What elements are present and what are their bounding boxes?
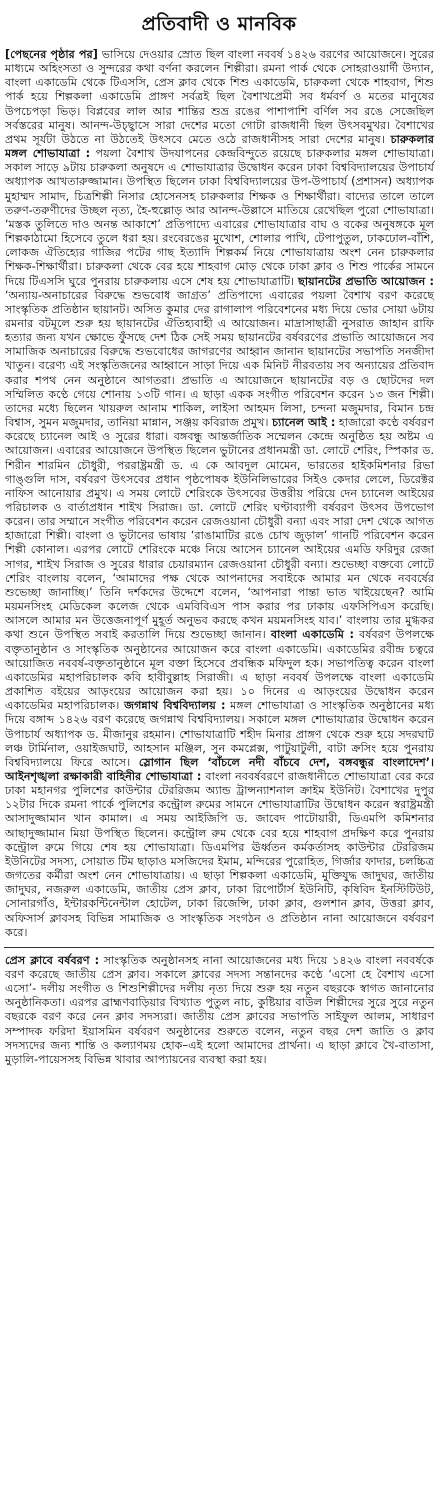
subheading-police-procession: স্লোগান ছিল ‘বাঁচলে নদী বাঁচবে দেশ, বঙ্গবন্ধুর বাংলাদেশ’। আইনশৃঙ্খলা রক্ষাকারী বাহিনীর শোভাযাত্রা :: [5, 755, 434, 783]
body-text: ভাসিয়ে দেওয়ার স্রোত ছিল বাংলা নববর্ষ ১৪২৬ বরণের আয়োজনে। সুরের মাধ্যমে অহিংসতা ও সুন্দরের কথা বর্ণনা করলেন শিল্পীরা। রমনা পার্ক থেকে সোহরাওয়ার্দী উদ্যান, বাংলা একাডেমি থেকে টিএসসি, প্রেস ক্লাব থেকে শিশু একাডেমি, চারুকলা থেকে শাহবাগ, শিশু পার্ক হয়ে শিল্পকলা একাডেমি প্রাঙ্গণ সর্বত্রই ছিল বৈশাখপ্রেমী সব ধর্মবর্ণ ও মতের মানুষের উপচেপড়া ভিড়। বিপ্লবের লাল আর শান্তির শুভ্র রঙের পাশাপাশি বর্ণিল সব রঙে সেজেছিল সর্বস্তরের মানুষ। আনন্দ-উচ্ছ্বাসে সারা দেশের মতো গোটা রাজধানী ছিল উৎসবমুখর। বৈশাখের প্রথম সূর্যটা উঠতে না উঠতেই উৎসবে মেতে ওঠে রাজধানীসহ সারা দেশের মানুষ।: [5, 48, 434, 146]
subheading-charukola: চারুকলার মঙ্গল শোভাযাত্রা :: [5, 132, 434, 161]
body-text: সাংস্কৃতিক অনুষ্ঠানসহ নানা আয়োজনের মধ্য দিয়ে ১৪২৬ বাংলা নববর্ষকে বরণ করেছে জাতীয় প্রেস ক্লাব। সকালে ক্লাবের সদস্য সন্তানদের কণ্ঠে ‘এসো হে বৈশাখ এসো এসো’- দলীয় সংগীত ও শিশুশিল্পীদের দলীয় নৃত্য দিয়ে শুরু হয় নতুন বছরকে স্বাগত জানানোর অনুষ্ঠানিকতা। এরপর ব্রাহ্মণবাড়িয়ার বিখ্যাত পুতুল নাচ, কুষ্টিয়ার বাউল শিল্পীদের সুরে সুরে নতুন বছরকে বরণ করে নেন ক্লাব সদস্যরা। জাতীয় প্রেস ক্লাবের সভাপতি সাইফুল আলম, সাধারণ সম্পাদক ফরিদা ইয়াসমিন বর্ষবরণ অনুষ্ঠানের শুরুতে বলেন, নতুন বছর দেশ জাতি ও ক্লাব সদস্যদের জন্য শান্তি ও কল্যাণময় হোক–এই হলো আমাদের প্রার্থনা। এ ছাড়া ক্লাবে খৈ-বাতাসা, মুড়ালি-পায়েসসহ বিভিন্ন খাবার আপ্যায়নের ব্যবস্থা করা হয়।: [5, 953, 434, 1066]
article-paragraph: [5, 48, 434, 940]
subheading-bangla-academy: বাংলা একাডেমি :: [270, 628, 354, 642]
article-body: [0, 48, 438, 940]
continuation-marker: [পেছনের পৃষ্ঠার পর]: [5, 48, 98, 61]
newspaper-logo: [14, 1494, 58, 1510]
body-text: মঙ্গল শোভাযাত্রা ও সাংস্কৃতিক অনুষ্ঠানের মধ্য দিয়ে বঙ্গাব্দ ১৪২৬ বরণ করেছে জগন্নাথ বিশ্ববিদ্যালয়। সকালে মঙ্গল শোভাযাত্রার উদ্বোধন করেন উপাচার্য অধ্যাপক ড. মীজানুর রহমান। শোভাযাত্রাটি শহীদ মিনার প্রাঙ্গণ থেকে শুরু হয়ে সদরঘাট লঞ্চ টার্মিনাল, ওয়াইজঘাট, আহসান মঞ্জিল, সুন কমপ্লেক্স, পাটুয়াটুলী, বাটা ক্রসিং হয়ে পুনরায় বিশ্ববিদ্যালয়ে ফিরে আসে।: [5, 699, 435, 769]
subheading-channel-i: চ্যানেল আই :: [272, 416, 336, 430]
subheading-press-club: প্রেস ক্লাবে বর্ষবরণ :: [5, 953, 100, 967]
article-title: প্রতিবাদী ও মানবিক: [141, 13, 297, 35]
body-text: ‘অন্যায়-অনাচারের বিরুদ্ধে শুভবোধ জাগ্রত’ প্রতিপাদ্যে এবারের পয়লা বৈশাখ বরণ করেছে সাংস্কৃতিক প্রতিষ্ঠান ছায়ানট। অসিত কুমার দের রাগালাপ পরিবেশনের মধ্য দিয়ে ভোর সোয়া ৬টায় রমনার বটমূলে শুরু হয় ছায়ানটের ঐতিহ্যবাহী এ আয়োজন। মাদ্রাসাছাত্রী নুসরাত জাহান রাফি হত্যার জন্য যখন ক্ষোভে ফুঁসছে দেশ ঠিক সেই সময় ছায়ানটের বর্ষবরণের প্রভাতি আয়োজনে সব সামাজিক অনাচারের বিরুদ্ধে শুভবোধের জাগরণের আহ্বান জানান ছায়ানটের সভাপতি সনজীদা খাতুন। বরেণ্য এই সংস্কৃতিজনের আহ্বানে সাড়া দিয়ে এক মিনিট নীরবতায় সব অন্যায়ের প্রতিবাদ করার শপথ নেন অনুষ্ঠানে আগতরা। প্রভাতি এ আয়োজনে ছায়ানটের বড় ও ছোটদের দল সম্মিলিত কণ্ঠে গেয়ে শোনায় ১৩টি গান। এ ছাড়া একক সংগীত পরিবেশন করেন ১৩ জন শিল্পী। তাদের মধ্যে ছিলেন খায়রুল আনাম শাকিল, লাইসা আহমদ লিসা, চন্দনা মজুমদার, বিমান চন্দ্র বিশ্বাস, সুমন মজুমদার, তানিয়া মান্নান, সঞ্জয় কবিরাজ প্রমুখ।: [5, 288, 434, 430]
body-text: বর্ষবরণ উপলক্ষে বক্তৃতানুষ্ঠান ও সাংস্কৃতিক অনুষ্ঠানের আয়োজন করে বাংলা একাডেমি। একাডেমির রবীন্দ্র চত্বরে আয়োজিত নববর্ষ-বক্তৃতানুষ্ঠানে মূল বক্তা হিসেবে প্রবন্ধিক মফিদুল হক। সভাপতিত্ব করেন বাংলা একাডেমির মহাপরিচালক কবি হাবীবুল্লাহ সিরাজী। এ ছাড়া নববর্ষ উপলক্ষে বাংলা একাডেমি প্রকাশিত বইয়ের আড়ংয়ের আয়োজন করা হয়। ১০ দিনের এ আড়ংয়ের উদ্বোধন করেন একাডেমির মহাপরিচালক।: [5, 628, 435, 713]
body-text: পয়লা বৈশাখ উদযাপনের কেন্দ্রবিন্দুতে রয়েছে চারুকলার মঙ্গল শোভাযাত্রা। সকাল সাড়ে ৯টায় চারুকলা অনুষদে এ শোভাযাত্রার উদ্বোধন করেন ঢাকা বিশ্ববিদ্যালয়ের উপাচার্য অধ্যাপক আখতারুজ্জামান। উপস্থিত ছিলেন ঢাকা বিশ্ববিদ্যালয়ের উপ-উপাচার্য (প্রশাসন) অধ্যাপক মুহাম্মদ সামাদ, চিত্রশিল্পী নিসার হোসেনসহ চারুকলার শিক্ষক ও শিক্ষার্থীরা। বাদ্যের তালে তালে তরুণ-তরুণীদের উচ্ছল নৃত্য, হৈ-হুল্লোড় আর আনন্দ-উল্লাসে মাতিয়ে রেখেছিল পুরো শোভাযাত্রা। ‘মস্তক তুলিতে দাও অনন্ত আকাশে’ প্রতিপাদ্যে এবারের শোভাযাত্রার বাঘ ও বকের অনুষঙ্গকে মূল শিল্পকাঠামো হিসেবে তুলে ধরা হয়। রংবেরঙের মুখোশ, শোলার পাখি, টেপাপুতুল, ঢাকঢোল-বাঁশি, লোকজ ঐতিহ্যের গাজির পটের গাছ ইত্যাদি শিল্পকর্ম নিয়ে শোভাযাত্রায় অংশ নেন চারুকলার শিক্ষক-শিক্ষার্থীরা। চারুকলা থেকে বের হয়ে শাহবাগ মোড় থেকে ঢাকা ক্লাব ও শিশু পার্কের সামনে দিয়ে টিএসসি ঘুরে পুনরায় চারুকলায় এসে শেষ হয় শোভাযাত্রাটি।: [5, 147, 434, 288]
section-divider: [4, 947, 434, 948]
subheading-jagannath: জগন্নাথ বিশ্ববিদ্যালয় :: [124, 699, 226, 713]
subheading-chhayanaut: ছায়ানটের প্রভাতি আয়োজন :: [298, 274, 435, 288]
article-body-press-club: [0, 954, 438, 1067]
body-text: বাংলা নববর্ষবরণে রাজধানীতে শোভাযাত্রা বের করে ঢাকা মহানগর পুলিশের কাউন্টার টেররিজম অ্যান্ড ট্রান্সন্যাশনাল ক্রাইম ইউনিট। বৈশাখের দুপুর ১২টার দিকে রমনা পার্কে পুলিশের কন্ট্রোল রুমের সামনে শোভাযাত্রাটির উদ্বোধন করেন স্বরাষ্ট্রমন্ত্রী আসাদুজ্জামান খান কামাল। এ সময় আইজিপি ড. জাবেদ পাটোয়ারী, ডিএমপি কমিশনার আছাদুজ্জামান মিয়া উপস্থিত ছিলেন। কন্ট্রোল রুম থেকে বের হয়ে শাহবাগ প্রদক্ষিণ করে পুনরায় কন্ট্রোল রুমে গিয়ে শেষ হয় শোভাযাত্রা। ডিএমপির ঊর্ধ্বতন কর্মকর্তাসহ কাউন্টার টেররিজম ইউনিটের সদস্য, সোয়াত টিম ছাড়াও মসজিদের ইমাম, মন্দিরের পুরোহিত, গির্জার ফাদার, চলচ্চিত্র জগতের কর্মীরা অংশ নেন শোভাযাত্রায়। এ ছাড়া শিল্পকলা একাডেমি, মুক্তিযুদ্ধ জাদুঘর, জাতীয় জাদুঘর, নজরুল একাডেমি, জাতীয় প্রেস ক্লাব, ঢাকা রিপোর্টার্স ইউনিটি, কৃষিবিদ ইনস্টিটিউট, সোনারগাঁও, ইন্টারকন্টিনেন্টাল হোটেল, ঢাকা রিজেন্সি, ঢাকা ক্লাব, গুলশান ক্লাব, উত্তরা ক্লাব, অফিসার্স ক্লাবসহ বিভিন্ন সামাজিক ও সাংস্কৃতিক সংগঠন ও প্রতিষ্ঠান নানা আয়োজনে বর্ষবরণ করে।: [5, 769, 434, 939]
body-text: হাজারো কণ্ঠে বর্ষবরণ করেছে চ্যানেল আই ও সুরের ধারা। বঙ্গবন্ধু আন্তর্জাতিক সম্মেলন কেন্দ্রে অনুষ্ঠিত হয় অষ্টম এ আয়োজন। এবারের আয়োজনে উপস্থিত ছিলেন ভুটানের প্রধানমন্ত্রী ডা. লোটে শেরিং, স্পিকার ড. শিরীন শারমিন চৌধুরী, পররাষ্ট্রমন্ত্রী ড. এ কে আবদুল মোমেন, ভারতের হাইকমিশনার রিভা গাঙ্গুলি দাস, বর্ষবরণ উৎসবের প্রধান পৃষ্ঠপোষক ইউনিলিভারের সিইও কেদার লেলে, ডিরেক্টর নাফিস আনোয়ার প্রমুখ। এ সময় লোটে শেরিংকে উৎসবের উত্তরীয় পরিয়ে দেন চ্যানেল আইয়ের পরিচালক ও বার্তাপ্রধান শাইখ সিরাজ। ডা. লোটে শেরিং ঘণ্টাব্যাপী বর্ষবরণ উৎসব উপভোগ করেন। তার সম্মানে সংগীত পরিবেশন করেন রেজওয়ানা চৌধুরী বন্যা এবং সারা দেশ থেকে আগত হাজারো শিল্পী। বাংলা ও ভুটানের ভাষায় ‘রাঙামাটির রঙে চোখ জুড়াল’ গানটি পরিবেশন করেন শিল্পী কোনাল। এরপর লোটে শেরিংকে মঞ্চে নিয়ে আসেন চ্যানেল আইয়ের এমডি ফরিদুর রেজা সাগর, শাইখ সিরাজ ও সুরের ধারার চেয়ারম্যান রেজওয়ানা চৌধুরী বন্যা। শুভেচ্ছা বক্তব্যে লোটে শেরিং বাংলায় বলেন, ‘আমাদের পক্ষ থেকে আপনাদের সবাইকে আমার মন থেকে নববর্ষের শুভেচ্ছা জানাচ্ছি।’ তিনি দর্শকদের উদ্দেশে বলেন, ‘আপনারা পান্তা ভাত খাইয়েছেন? আমি ময়মনসিংহ মেডিকেল কলেজ থেকে এমবিবিএস পাস করার পর ঢাকায় এফসিপিএস করেছি। আসলে আমার মন উত্তেজনাপূর্ণ মুহূর্ত অনুভব করছে কখন ময়মনসিংহ যাব।’ বাংলায় তার মুগ্ধকর কথা শুনে উপস্থিত সবাই করতালি দিয়ে শুভেচ্ছা জানান।: [5, 416, 435, 642]
article-paragraph: [5, 954, 434, 1067]
